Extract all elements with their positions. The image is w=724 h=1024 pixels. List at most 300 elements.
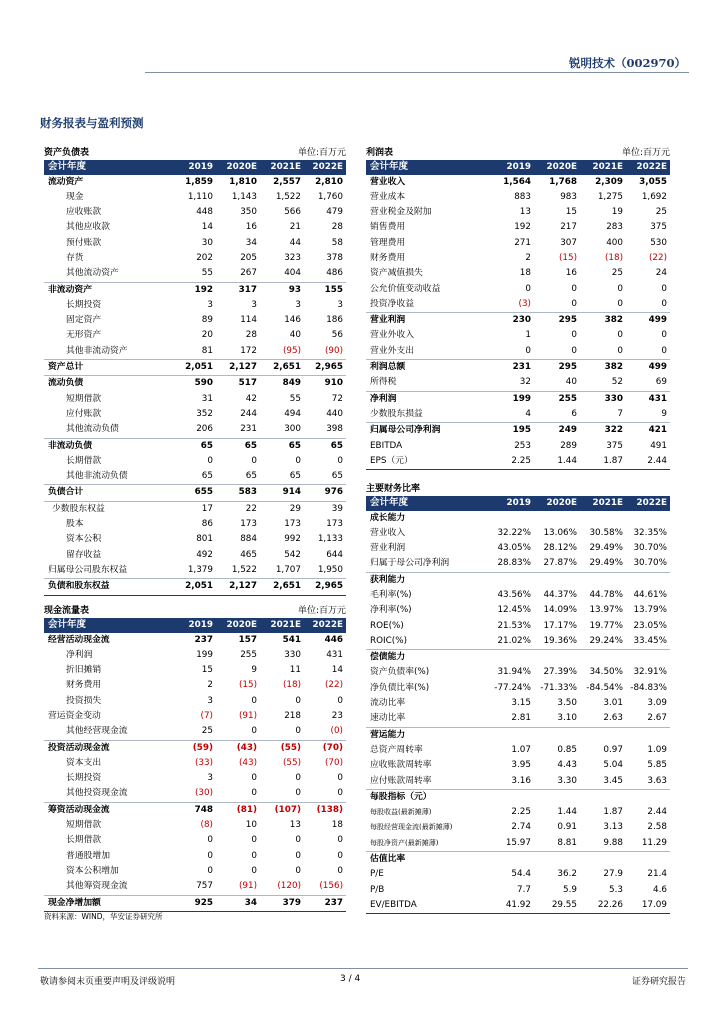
cell-value: 440: [326, 408, 343, 419]
row-label: 负债和股东权益: [44, 579, 170, 595]
cell-value: 7.7: [517, 884, 531, 895]
cell-value: (55): [260, 740, 304, 756]
cell-value: 307: [560, 237, 577, 248]
cell-value: (22): [324, 680, 343, 691]
cell-value: 295: [534, 313, 580, 329]
cell-value: 0: [617, 330, 623, 341]
table-row: [366, 439, 670, 454]
cell-value: 36.2: [557, 869, 577, 880]
cell-value: (90): [324, 345, 343, 356]
cell-value: 11.29: [641, 837, 667, 848]
table-row: [366, 391, 670, 407]
cell-value: 271: [514, 237, 531, 248]
table-row: [366, 867, 670, 882]
table-row: [44, 895, 346, 911]
table-row: [44, 469, 346, 485]
header-year: 2022E: [626, 496, 670, 511]
table-row: [366, 526, 670, 541]
table-row: [366, 454, 670, 470]
cell-value: 517: [216, 376, 260, 392]
row-label: 股本: [66, 519, 84, 530]
source-note: 资料来源：WIND，华安证券研究所: [44, 912, 163, 921]
table-row: [44, 517, 346, 532]
table-row: [44, 236, 346, 251]
header-year: 2019: [170, 160, 216, 175]
section-title: 财务报表与盈利预测: [40, 116, 144, 130]
cell-value: 86: [201, 519, 213, 530]
cell-value: 28: [245, 330, 257, 341]
cell-value: 54.4: [511, 869, 531, 880]
cell-value: 0: [571, 330, 577, 341]
cell-value: 3: [207, 299, 213, 310]
row-label: 估值比率: [366, 852, 486, 868]
table-row: [366, 774, 670, 790]
cell-value: 230: [486, 313, 534, 329]
cell-value: 2,127: [216, 360, 260, 376]
cell-value: 44.78%: [589, 589, 623, 600]
table-row: [366, 220, 670, 235]
table-row: [44, 298, 346, 313]
cell-value: 81: [201, 345, 213, 356]
cell-value: (95): [282, 345, 301, 356]
cell-value: 992: [284, 534, 301, 545]
cell-value: 3.45: [603, 775, 623, 786]
table-row: [44, 678, 346, 693]
cell-value: 0: [337, 865, 343, 876]
cell-value: 0: [295, 850, 301, 861]
cell-value: 0: [661, 298, 667, 309]
cell-value: 884: [240, 534, 257, 545]
cell-value: 28.83%: [497, 558, 531, 569]
table-row: [44, 485, 346, 501]
cell-value: 6: [571, 408, 577, 419]
cell-value: 0: [571, 283, 577, 294]
cell-value: 244: [240, 408, 257, 419]
cell-value: 29.24%: [589, 635, 623, 646]
cell-value: 1.87: [580, 454, 626, 470]
cell-value: 1,379: [187, 564, 213, 575]
table-row: [366, 711, 670, 727]
cell-value: 89: [201, 315, 213, 326]
cell-value: (138): [304, 802, 346, 818]
cell-value: 2.74: [511, 822, 531, 833]
cell-value: 29.55: [534, 898, 580, 914]
cell-value: 65: [304, 438, 346, 454]
row-label: 每股收益(最新摊薄): [370, 808, 432, 817]
cell-value: 31.94%: [497, 667, 531, 678]
cell-value: 30.70%: [633, 558, 667, 569]
cell-value: -84.54%: [586, 682, 623, 693]
cell-value: 31: [201, 393, 213, 404]
cell-value: [580, 789, 626, 805]
cell-value: 0: [295, 788, 301, 799]
cell-value: 914: [260, 485, 304, 501]
table-row: [366, 313, 670, 329]
cell-value: 157: [238, 634, 257, 645]
table-row: [44, 422, 346, 438]
cell-value: 3.01: [603, 698, 623, 709]
row-label: 预付账款: [66, 237, 102, 248]
cell-value: 44.37%: [543, 589, 577, 600]
table-row: [44, 175, 346, 190]
cell-value: 28: [331, 222, 343, 233]
table-row: [366, 634, 670, 650]
table-row: [366, 758, 670, 773]
row-label: 流动资产: [48, 176, 84, 187]
cell-value: 18: [331, 820, 343, 831]
cell-value: 2.67: [647, 713, 667, 724]
table-row: [44, 709, 346, 724]
cell-value: 3.50: [557, 698, 577, 709]
cell-value: (30): [194, 788, 213, 799]
row-label: 其他非流动负债: [66, 471, 128, 482]
cell-value: 205: [240, 252, 257, 263]
table-header-row: [366, 496, 670, 511]
cell-value: 465: [240, 549, 257, 560]
table-row: [366, 603, 670, 618]
header-year: 2021E: [580, 160, 626, 175]
table-row: [366, 236, 670, 251]
cell-value: 32.22%: [497, 527, 531, 538]
cell-value: 199: [486, 391, 534, 407]
cell-value: 1,760: [317, 191, 343, 202]
cell-value: 757: [196, 881, 213, 892]
cell-value: 34: [216, 895, 260, 911]
table-row: [44, 251, 346, 266]
row-label: 营业外支出: [370, 345, 414, 356]
table-row: [366, 898, 670, 914]
table-row: [366, 789, 670, 805]
cell-value: 13.97%: [589, 605, 623, 616]
cell-value: 1.44: [557, 807, 577, 818]
cell-value: 322: [580, 423, 626, 439]
table-row: [44, 724, 346, 740]
cell-value: 217: [560, 222, 577, 233]
cell-value: 65: [170, 438, 216, 454]
cell-value: 40: [565, 377, 577, 388]
cell-value: 4.43: [557, 760, 577, 771]
cell-value: 0: [251, 835, 257, 846]
cell-value: 0: [295, 455, 301, 466]
cell-value: (8): [200, 820, 213, 831]
table-row: [366, 556, 670, 572]
cell-value: 14.09%: [543, 605, 577, 616]
cell-value: 21.4: [647, 869, 667, 880]
row-label: EBITDA: [370, 440, 403, 451]
cell-value: 352: [196, 408, 213, 419]
cell-value: 925: [170, 895, 216, 911]
cell-value: 976: [304, 485, 346, 501]
cell-value: 173: [240, 519, 257, 530]
cell-value: 3.30: [557, 775, 577, 786]
cell-value: 2,051: [170, 360, 216, 376]
cell-value: (55): [282, 757, 301, 768]
table-row: [44, 563, 346, 579]
cashflow-table: [44, 618, 346, 912]
cell-value: 17.17%: [543, 620, 577, 631]
row-label: 净负债比率(%): [370, 682, 430, 693]
cell-value: 43.56%: [497, 589, 531, 600]
cell-value: 3,055: [639, 176, 667, 187]
cell-value: 25: [655, 207, 667, 218]
cell-value: [580, 572, 626, 588]
cell-value: [534, 852, 580, 868]
cell-value: 0.97: [603, 744, 623, 755]
cell-value: 0: [571, 345, 577, 356]
cell-value: 382: [580, 360, 626, 376]
cell-value: (15): [238, 680, 257, 691]
cell-value: 267: [240, 268, 257, 279]
cell-value: 317: [216, 282, 260, 298]
cell-value: 0: [337, 773, 343, 784]
cell-value: 0.91: [557, 822, 577, 833]
cell-value: 1,522: [231, 564, 257, 575]
cell-value: 1,707: [275, 564, 301, 575]
cell-value: 2.25: [511, 807, 531, 818]
cell-value: 0: [617, 345, 623, 356]
table-row: [44, 833, 346, 848]
cell-value: 0: [207, 835, 213, 846]
row-label: 其他非流动资产: [66, 345, 128, 356]
cell-value: -84.83%: [630, 682, 667, 693]
cell-value: 0.85: [557, 744, 577, 755]
table-row: [44, 579, 346, 595]
row-label: 非流动负债: [44, 438, 170, 454]
table-row: [44, 454, 346, 469]
table-row: [44, 756, 346, 771]
cell-value: 330: [580, 391, 626, 407]
cell-value: (70): [324, 757, 343, 768]
row-label: 存货: [66, 252, 84, 263]
row-label: 资产负债率(%): [370, 667, 430, 678]
cell-value: 0: [207, 455, 213, 466]
table-row: [44, 548, 346, 563]
cell-value: 65: [260, 438, 304, 454]
cell-value: 5.9: [563, 884, 577, 895]
cell-value: 7: [617, 408, 623, 419]
cell-value: 15: [201, 665, 213, 676]
table-row: [366, 805, 670, 820]
header-label: 会计年度: [366, 160, 486, 175]
table-row: [366, 883, 670, 898]
cell-value: 1,275: [597, 191, 623, 202]
table-row: [44, 328, 346, 343]
cell-value: [580, 650, 626, 666]
cell-value: 0: [661, 345, 667, 356]
table-row: [44, 501, 346, 517]
header-label: 会计年度: [44, 160, 170, 175]
cell-value: [486, 852, 534, 868]
table-row: [366, 282, 670, 297]
cell-value: 65: [331, 471, 343, 482]
table-row: [366, 251, 670, 266]
cell-value: [534, 511, 580, 526]
cell-value: 14: [201, 222, 213, 233]
cell-value: 218: [284, 710, 301, 721]
cell-value: 0: [337, 835, 343, 846]
cell-value: 2,051: [170, 579, 216, 595]
row-label: 投资损失: [66, 695, 102, 706]
cell-value: 5.04: [603, 760, 623, 771]
table-row: [44, 344, 346, 360]
cell-value: 0: [337, 788, 343, 799]
cell-value: 0: [617, 283, 623, 294]
cell-value: 13.79%: [633, 605, 667, 616]
table-row: [366, 360, 670, 376]
header-year: 2020E: [216, 160, 260, 175]
cell-value: 2,810: [315, 176, 343, 187]
header-year: 2020E: [216, 618, 260, 633]
table-row: [366, 852, 670, 868]
cell-value: 32.35%: [633, 527, 667, 538]
row-label: 其他流动负债: [66, 424, 119, 435]
cell-value: 14: [331, 665, 343, 676]
report-type: 证券研究报告: [631, 977, 686, 987]
table-row: [366, 190, 670, 205]
cell-value: 0: [337, 850, 343, 861]
row-label: 归属于母公司净利润: [370, 558, 450, 569]
cell-value: 202: [196, 252, 213, 263]
cell-value: 3.95: [511, 760, 531, 771]
balance-sheet-title: 资产负债表: [44, 148, 90, 158]
cell-value: 72: [331, 393, 343, 404]
cell-value: 0: [661, 330, 667, 341]
row-label: 偿债能力: [366, 650, 486, 666]
cell-value: 0: [337, 695, 343, 706]
row-label: 营运资金变动: [48, 710, 101, 721]
row-label: 负债合计: [44, 485, 170, 501]
cell-value: 3: [207, 773, 213, 784]
cell-value: 1.87: [603, 807, 623, 818]
cell-value: [626, 727, 670, 743]
row-label: 营业外收入: [370, 330, 414, 341]
row-label: 流动负债: [44, 376, 170, 392]
ratios-panel: [366, 482, 670, 914]
cell-value: 2,127: [216, 579, 260, 595]
cell-value: 590: [170, 376, 216, 392]
cell-value: 542: [284, 549, 301, 560]
row-label: 每股经营现金流(最新摊薄): [370, 823, 453, 832]
cell-value: 2: [525, 252, 531, 263]
cell-value: (33): [194, 757, 213, 768]
cell-value: 255: [534, 391, 580, 407]
panel-title-bar: [366, 146, 670, 160]
cell-value: 21.02%: [497, 635, 531, 646]
cell-value: 499: [626, 313, 670, 329]
cell-value: 0: [251, 773, 257, 784]
cell-value: 3.10: [557, 713, 577, 724]
cell-value: 9: [251, 665, 257, 676]
cell-value: 15: [565, 207, 577, 218]
income-statement-table: [366, 160, 670, 470]
cell-value: 231: [486, 360, 534, 376]
cell-value: 398: [326, 424, 343, 435]
cell-value: 172: [240, 345, 257, 356]
table-header-row: [366, 160, 670, 175]
cell-value: 3: [251, 299, 257, 310]
cell-value: 19: [611, 207, 623, 218]
cell-value: 3: [207, 695, 213, 706]
cell-value: 382: [580, 313, 626, 329]
cell-value: 655: [170, 485, 216, 501]
cell-value: 2: [207, 680, 213, 691]
cell-value: 1.07: [511, 744, 531, 755]
header-divider: [145, 72, 689, 73]
cell-value: [486, 511, 534, 526]
cell-value: [534, 789, 580, 805]
cell-value: 446: [324, 634, 343, 645]
row-label: 营运能力: [366, 727, 486, 743]
cell-value: 33.45%: [633, 635, 667, 646]
cell-value: 34: [245, 237, 257, 248]
cell-value: 883: [514, 191, 531, 202]
cell-value: [486, 572, 534, 588]
cell-value: 253: [514, 440, 531, 451]
cell-value: 8.81: [557, 837, 577, 848]
cell-value: 65: [245, 471, 257, 482]
row-label: 长期借款: [66, 835, 102, 846]
cell-value: 2.44: [647, 807, 667, 818]
row-label: 净利润: [66, 649, 93, 660]
cell-value: 2,309: [595, 176, 623, 187]
cell-value: 34.50%: [589, 667, 623, 678]
row-label: 资本公积: [66, 534, 102, 545]
cell-value: 2,651: [260, 579, 304, 595]
cell-value: 30: [201, 237, 213, 248]
table-row: [366, 266, 670, 281]
cell-value: 350: [240, 207, 257, 218]
table-row: [44, 864, 346, 879]
row-label: 其他应收款: [66, 222, 110, 233]
row-label: 营业利润: [370, 543, 406, 554]
cell-value: 491: [650, 440, 667, 451]
cell-value: 1,564: [503, 176, 531, 187]
cell-value: 28.12%: [543, 543, 577, 554]
cell-value: 910: [304, 376, 346, 392]
row-label: ROE(%): [370, 620, 404, 631]
cell-value: [626, 789, 670, 805]
row-label: 成长能力: [370, 512, 406, 523]
cell-value: 32.91%: [633, 667, 667, 678]
cell-value: 55: [201, 268, 213, 279]
cell-value: 16: [565, 268, 577, 279]
cell-value: 0: [295, 695, 301, 706]
cell-value: 231: [240, 424, 257, 435]
cell-value: 30.58%: [589, 527, 623, 538]
cell-value: 283: [606, 222, 623, 233]
cell-value: [580, 852, 626, 868]
row-label: 营业利润: [366, 313, 486, 329]
table-row: [44, 220, 346, 235]
cell-value: [580, 727, 626, 743]
table-row: [44, 376, 346, 392]
cell-value: 40: [289, 330, 301, 341]
header-year: 2022E: [304, 618, 346, 633]
cell-value: 1,143: [231, 191, 257, 202]
cell-value: [486, 789, 534, 805]
cell-value: 13.06%: [543, 527, 577, 538]
cell-value: [626, 511, 670, 526]
cell-value: 0: [337, 455, 343, 466]
row-label: 公允价值变动收益: [370, 283, 441, 294]
cell-value: 379: [260, 895, 304, 911]
income-statement-panel: [366, 146, 670, 470]
table-row: [44, 392, 346, 407]
cell-value: 1,859: [185, 176, 213, 187]
row-label: 净利润: [366, 391, 486, 407]
cell-value: (156): [319, 881, 343, 892]
cell-value: 15.97: [505, 837, 531, 848]
